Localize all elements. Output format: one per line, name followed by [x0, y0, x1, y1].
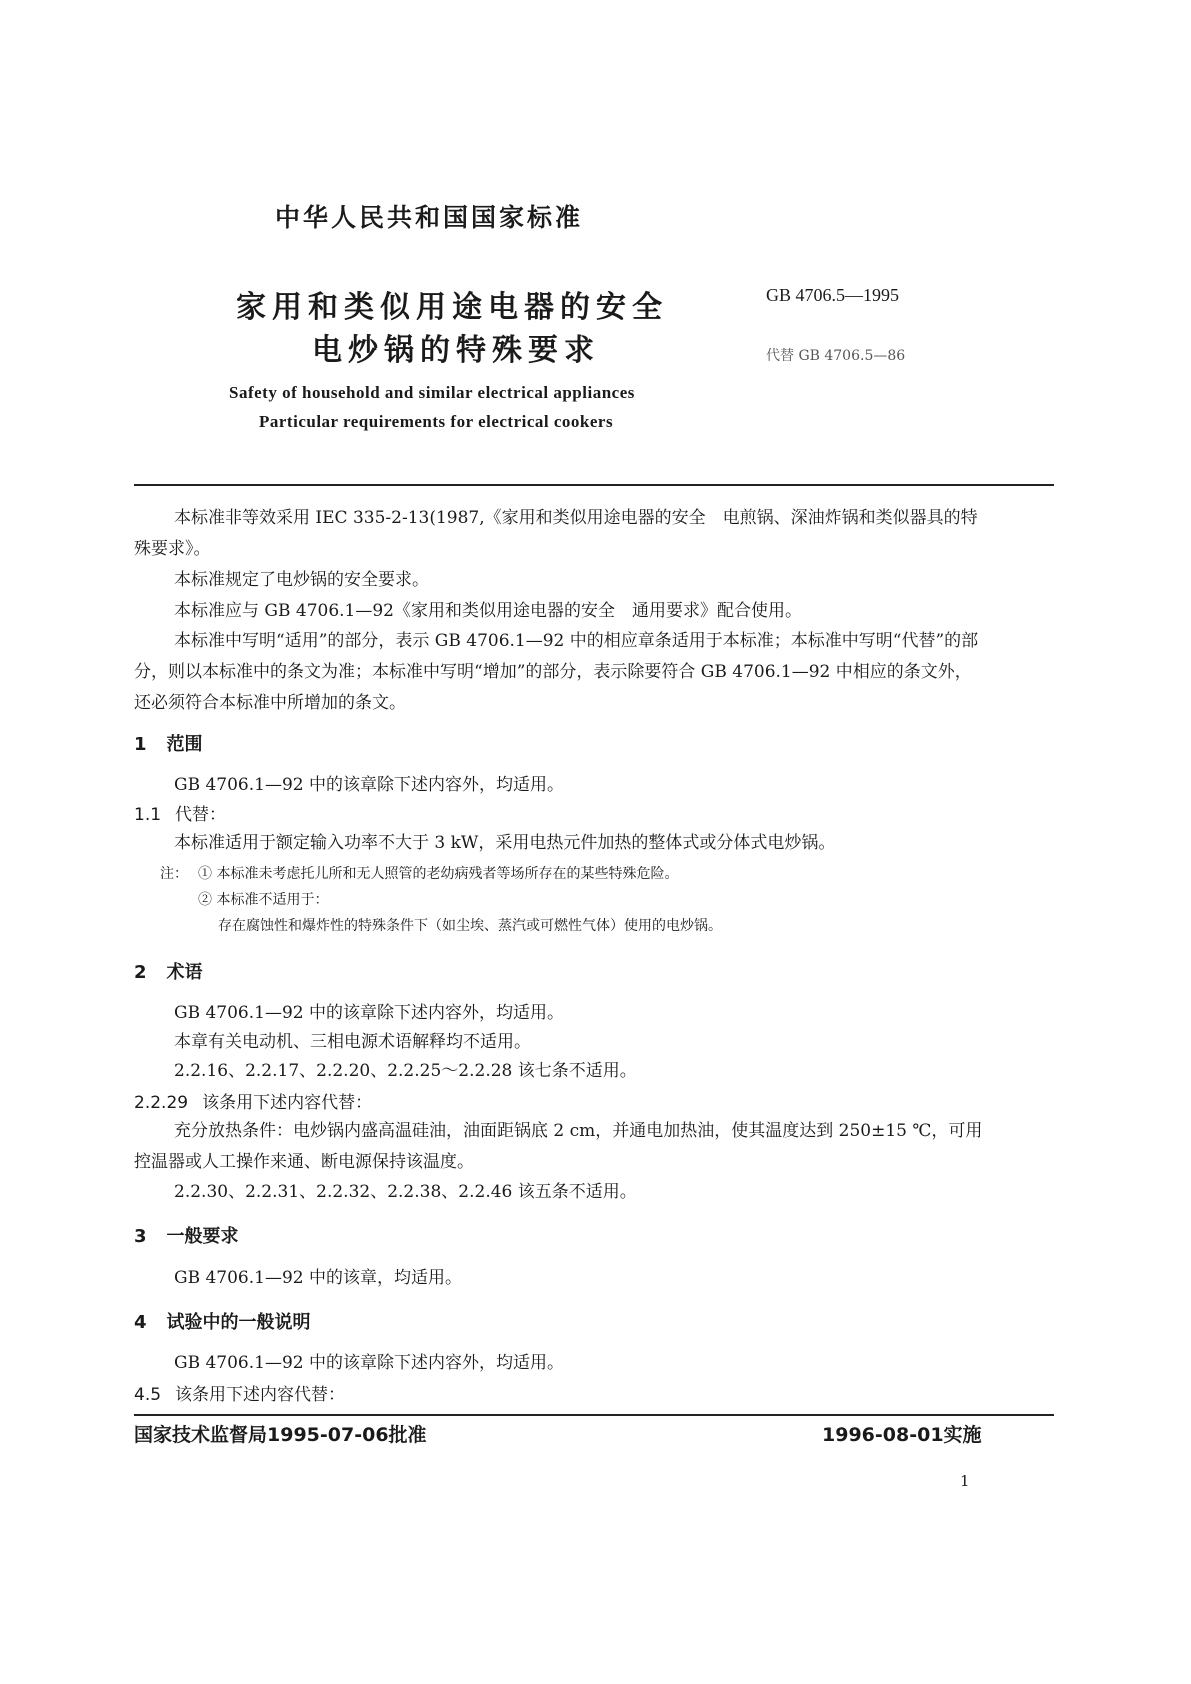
english-title-line-2: Particular requirements for electrical cookers — [259, 412, 614, 431]
section-1-heading — [134, 730, 203, 756]
section-2-paragraph-3: 2.2.16、2.2.17、2.2.20、2.2.25～2.2.28 该七条不适用。 — [174, 1061, 637, 1081]
section-title: 范围 — [166, 734, 203, 755]
section-number: 1 — [134, 734, 147, 755]
replaces-standard: 代替 GB 4706.5—86 — [766, 348, 906, 364]
footer-divider — [134, 1414, 1054, 1416]
approval-line: 国家技术监督局1995-07-06批准 — [134, 1424, 427, 1446]
english-title-line-1: Safety of household and similar electrical appliances — [229, 383, 635, 402]
intro-paragraph-3: 本标准应与 GB 4706.1—92《家用和类似用途电器的安全 通用要求》配合使用。 — [174, 601, 802, 621]
section-2-2-29-heading — [134, 1088, 372, 1113]
note-label: 注： — [160, 866, 188, 882]
section-2-paragraph-5: 2.2.30、2.2.31、2.2.32、2.2.38、2.2.46 该五条不适用。 — [174, 1182, 637, 1202]
section-4-heading — [134, 1308, 311, 1334]
section-number: 3 — [134, 1226, 147, 1247]
section-2-paragraph-2: 本章有关电动机、三相电源术语解释均不适用。 — [174, 1032, 531, 1052]
section-1-1-heading — [134, 800, 226, 825]
section-title: 试验中的一般说明 — [166, 1312, 311, 1333]
page-number: 1 — [960, 1472, 970, 1490]
subsection-title: 该条用下述内容代替： — [175, 1385, 346, 1405]
note-2-detail: 存在腐蚀性和爆炸性的特殊条件下（如尘埃、蒸汽或可燃性气体）使用的电炒锅。 — [218, 918, 722, 934]
section-number: 4 — [134, 1312, 147, 1333]
header-divider — [134, 484, 1054, 486]
subsection-number: 4.5 — [134, 1385, 162, 1405]
section-2-paragraph-1: GB 4706.1—92 中的该章除下述内容外，均适用。 — [174, 1003, 564, 1023]
subsection-number: 2.2.29 — [134, 1093, 189, 1113]
section-4-paragraph-1: GB 4706.1—92 中的该章除下述内容外，均适用。 — [174, 1353, 564, 1373]
national-standard-heading: 中华人民共和国国家标准 — [275, 203, 584, 232]
section-title: 一般要求 — [166, 1226, 239, 1247]
subsection-title: 该条用下述内容代替： — [202, 1093, 373, 1113]
subsection-number: 1.1 — [134, 805, 162, 825]
intro-paragraph-1: 本标准非等效采用 IEC 335-2-13(1987,《家用和类似用途电器的安全 电煎锅、深油炸锅和类似器具的特殊要求》。 — [134, 508, 978, 559]
section-1-paragraph-2: 本标准适用于额定输入功率不大于 3 kW，采用电热元件加热的整体式或分体式电炒锅。 — [174, 833, 836, 853]
section-3-paragraph-1: GB 4706.1—92 中的该章，均适用。 — [174, 1268, 462, 1288]
intro-paragraph-4: 本标准中写明“适用”的部分，表示 GB 4706.1—92 中的相应章条适用于本标准；本标准中写明“代替”的部分，则以本标准中的条文为准；本标准中写明“增加”的部分，表示除要符合 GB 4706.1—92 中相应的条文外，还必须符合本标准中所增加的条文。 — [134, 631, 979, 713]
note-1: ① 本标准未考虑托儿所和无人照管的老幼病残者等场所存在的某些特殊危险。 — [198, 866, 679, 882]
title-line-1: 家用和类似用途电器的安全 — [236, 290, 668, 325]
section-2-paragraph-4: 充分放热条件：电炒锅内盛高温硅油，油面距锅底 2 cm，并通电加热油，使其温度达到 250±15 ℃，可用控温器或人工操作来通、断电源保持该温度。 — [134, 1121, 983, 1172]
section-number: 2 — [134, 962, 147, 983]
subsection-title: 代替： — [175, 805, 227, 825]
section-3-heading — [134, 1222, 239, 1248]
standard-code: GB 4706.5—1995 — [766, 285, 900, 305]
section-4-5-heading — [134, 1380, 345, 1405]
intro-paragraph-2: 本标准规定了电炒锅的安全要求。 — [174, 570, 429, 590]
note-2: ② 本标准不适用于： — [198, 892, 329, 908]
section-1-paragraph-1: GB 4706.1—92 中的该章除下述内容外，均适用。 — [174, 775, 564, 795]
title-line-2: 电炒锅的特殊要求 — [312, 333, 600, 368]
section-title: 术语 — [166, 962, 203, 983]
section-2-heading — [134, 958, 203, 984]
implementation-date: 1996-08-01实施 — [822, 1424, 982, 1446]
